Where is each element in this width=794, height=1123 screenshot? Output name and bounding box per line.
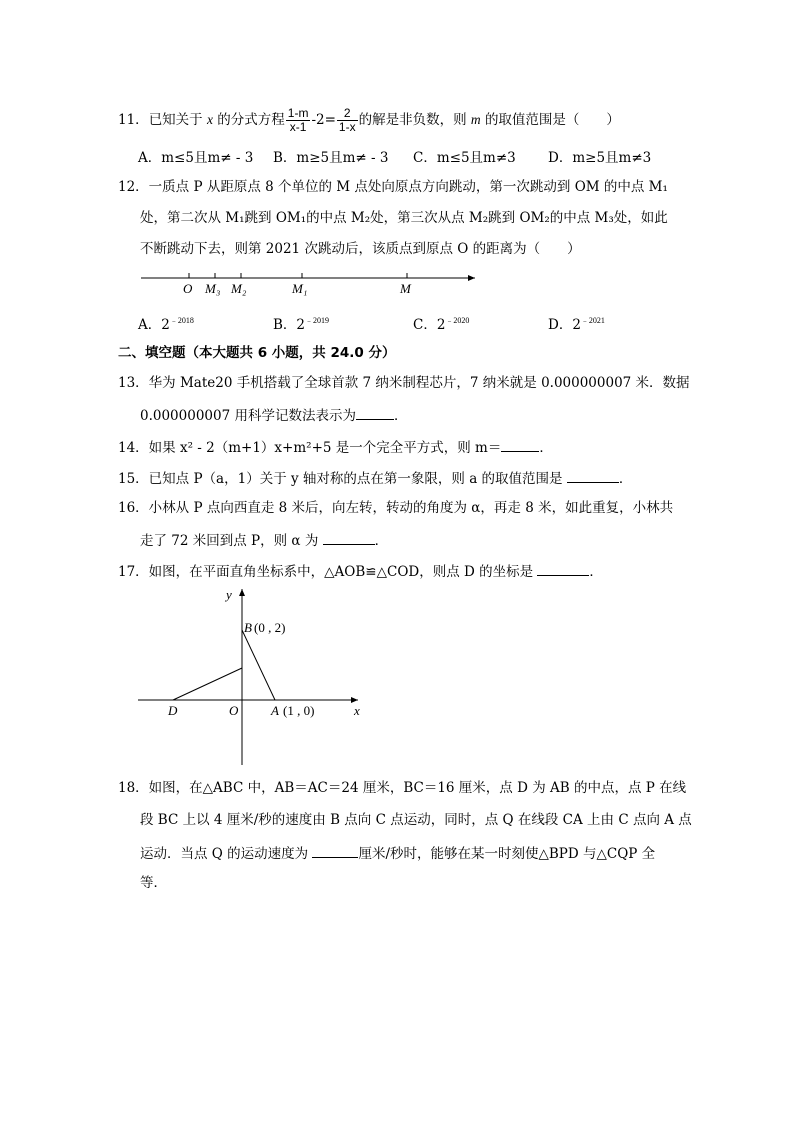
q12-option-d[interactable]: D．$2^{﹣2021}$ xyxy=(548,316,605,333)
q12-line-1: 12．一质点 P 从距原点 8 个单位的 M 点处向原点方向跳动，第一次跳动到 OM 的中点 M₁ xyxy=(118,179,668,195)
q12-line-3: 不断跳动下去，则第 2021 次跳动后，该质点到原点 O 的距离为（ ） xyxy=(140,241,581,257)
q11-option-d[interactable]: D．m≥5且m≠3 xyxy=(548,150,652,166)
point-b-coord: (0 , 2) xyxy=(254,620,286,635)
q18-answer-blank[interactable] xyxy=(312,843,358,858)
q18-line-4: 等． xyxy=(140,875,167,891)
label-m: M xyxy=(400,281,411,296)
q12-line-2: 处，第二次从 M₁跳到 OM₁的中点 M₂处，第三次从点 M₂跳到 OM₂的中点 M₃处，如此 xyxy=(140,210,668,226)
x-axis-label: x xyxy=(354,703,360,718)
q17-answer-blank[interactable] xyxy=(537,561,589,576)
point-b-label: B xyxy=(244,620,252,635)
q13-answer-blank[interactable] xyxy=(356,405,394,420)
q11-fraction-1: $\frac{1-m}{x-1}$ xyxy=(287,106,309,134)
label-m1: M₁ xyxy=(292,281,308,296)
q12-option-a[interactable]: A．$2^{﹣2018}$ xyxy=(138,316,194,333)
q17-line: 17．如图，在平面直角坐标系中，△AOB≌△COD，则点 D 的坐标是 ． xyxy=(118,561,603,581)
point-a-label: A xyxy=(271,703,279,718)
q18-line-1: 18．如图，在△ABC 中，AB＝AC＝24 厘米，BC＝16 厘米，点 D 为 AB 的中点，点 P 在线 xyxy=(118,780,687,796)
point-a-coord: (1 , 0) xyxy=(283,703,315,718)
q11-option-c[interactable]: C．m≤5且m≠3 xyxy=(413,150,516,166)
segment-ab xyxy=(242,630,275,700)
q12-number-line xyxy=(135,266,485,298)
q18-line-2: 段 BC 上以 4 厘米/秒的速度由 B 点向 C 点运动，同时，点 Q 在线段 CA 上由 C 点向 A 点 xyxy=(140,812,692,828)
q13-line-2: 0.000000007 用科学记数法表示为 ． xyxy=(140,405,407,425)
label-m3: M₃ xyxy=(205,281,221,296)
q16-line-2: 走了 72 米回到点 P，则 α 为 ． xyxy=(140,530,388,550)
q15-line: 15．已知点 P（a，1）关于 y 轴对称的点在第一象限，则 a 的取值范围是 ． xyxy=(118,468,632,488)
q14-answer-blank[interactable] xyxy=(501,437,539,452)
q12-option-b[interactable]: B．$2^{﹣2019}$ xyxy=(273,316,330,333)
q11-option-a[interactable]: A．m≤5且m≠ - 3 xyxy=(138,150,254,166)
q16-answer-blank[interactable] xyxy=(323,530,375,545)
point-o-label: O xyxy=(229,703,239,718)
point-d-label: D xyxy=(168,703,178,718)
q13-line-1: 13．华为 Mate20 手机搭载了全球首款 7 纳米制程芯片，7 纳米就是 0.000000007 米．数据 xyxy=(118,375,690,391)
q12-option-c[interactable]: C．$2^{﹣2020}$ xyxy=(413,316,470,333)
segment-cd xyxy=(173,668,242,700)
label-o: O xyxy=(183,281,193,296)
q11-fraction-2: $\frac{2}{1-x}$ xyxy=(338,106,356,134)
q11-option-b[interactable]: B．m≥5且m≠ - 3 xyxy=(273,150,389,166)
section-heading: 二、填空题（本大题共 6 小题，共 24.0 分） xyxy=(118,345,396,361)
q11-number: 11． xyxy=(118,112,149,128)
y-axis-label: y xyxy=(226,587,232,602)
q15-answer-blank[interactable] xyxy=(567,468,619,483)
q16-line-1: 16．小林从 P 点向西直走 8 米后，向左转，转动的角度为 α，再走 8 米，如此重复，小林共 xyxy=(118,500,674,516)
q17-coordinate-figure xyxy=(130,585,370,770)
label-m2: M₂ xyxy=(231,281,247,296)
q18-line-3: 运动．当点 Q 的运动速度为 厘米/秒时，能够在某一时刻使△BPD 与△CQP 全 xyxy=(140,843,655,863)
q11-stem: 11．已知关于 x 的分式方程 $\frac{1-m}{x-1}$ -2= $\frac{2}{1-x}$ 的解是非负数，则 m 的取值范围是（ ） xyxy=(118,106,620,134)
q14-line: 14．如果 x² - 2（m+1）x+m²+5 是一个完全平方式，则 m＝ ． xyxy=(118,437,553,457)
